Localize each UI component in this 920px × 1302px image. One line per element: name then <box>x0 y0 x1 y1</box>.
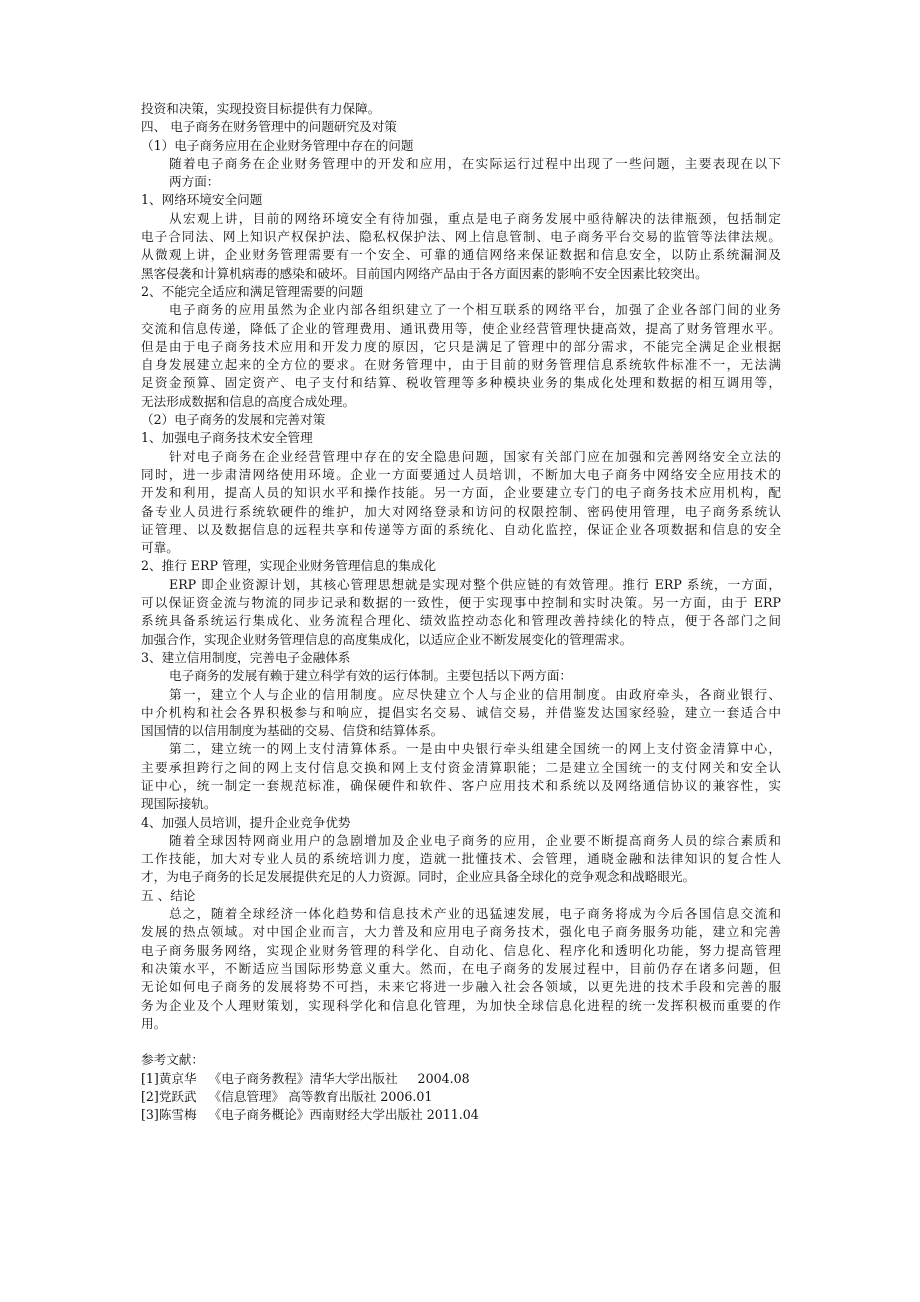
paragraph-line: 两方面： <box>169 174 220 190</box>
reference-item: [3]陈雪梅 《电子商务概论》西南财经大学出版社 2011.04 <box>141 1107 479 1123</box>
paragraph-line: 现国际接轨。 <box>141 796 217 812</box>
paragraph-line: 发展的热点领域。对中国企业而言，大力普及和应用电子商务技术，强化电子商务服务功能，建立和完善 <box>141 924 781 940</box>
paragraph-line: 开发和利用，提高人员的知识水平和操作技能。另一方面，企业要建立专门的电子商务技术应用机构，配 <box>141 485 781 501</box>
paragraph-line: 总之，随着全球经济一体化趋势和信息技术产业的迅猛速发展，电子商务将成为今后各国信息交流和 <box>169 906 781 922</box>
paragraph-line: 电子合同法、网上知识产权保护法、隐私权保护法、网上信息管制、电子商务平台交易的监管等法律法规。 <box>141 229 781 245</box>
paragraph-line: 从宏观上讲，目前的网络环境安全有待加强，重点是电子商务发展中亟待解决的法律瓶颈，包括制定 <box>169 210 781 226</box>
problem-2-heading: 2、不能完全适应和满足管理需要的问题 <box>141 283 364 299</box>
countermeasure-1-heading: 1、加强电子商务技术安全管理 <box>141 430 313 446</box>
paragraph-line: 主要承担跨行之间的网上支付信息交换和网上支付资金清算职能；二是建立全国统一的支付网关和安全认 <box>141 759 781 775</box>
paragraph-line: 电子商务服务网络，实现企业财务管理的科学化、自动化、信息化、程序化和透明化功能，努力提高管理 <box>141 942 781 958</box>
reference-item: [2]党跃武 《信息管理》 高等教育出版社 2006.01 <box>141 1089 433 1105</box>
paragraph-line: 同时，进一步肃清网络使用环境。企业一方面要通过人员培训，不断加大电子商务中网络安全应用技术的 <box>141 466 781 482</box>
paragraph-line: 加强合作，实现企业财务管理信息的高度集成化，以适应企业不断发展变化的管理需求。 <box>141 631 633 647</box>
paragraph-line: 但是由于电子商务技术应用和开发力度的原因，它只是满足了管理中的部分需求，不能完全满足企业根据 <box>141 338 781 354</box>
paragraph-line: 黑客侵袭和计算机病毒的感染和破坏。目前国内网络产品由于各方面因素的影响不安全因素比较突出。 <box>141 265 708 281</box>
paragraph-line: 证管理、以及数据信息的远程共享和传递等方面的系统化、自动化监控，保证企业各项数据和信息的安全 <box>141 521 781 537</box>
paragraph-line: 随着全球因特网商业用户的急剧增加及企业电子商务的应用，企业要不断提高商务人员的综合素质和 <box>169 832 781 848</box>
paragraph-line: 中介机构和社会各界积极参与和响应，提倡实名交易、诚信交易，并借鉴发达国家经验，建立一套适合中 <box>141 704 781 720</box>
paragraph-line: 和决策水平，不断适应当国际形势意义重大。然而，在电子商务的发展过程中，目前仍存在诸多问题，但 <box>141 960 781 976</box>
paragraph-line: 电子商务的发展有赖于建立科学有效的运行体制。主要包括以下两方面： <box>169 668 572 684</box>
section-5-heading: 五 、结论 <box>141 887 196 903</box>
countermeasure-2-heading: 2、推行 ERP 管理，实现企业财务管理信息的集成化 <box>141 558 437 574</box>
subsection-1-heading: （1）电子商务应用在企业财务管理中存在的问题 <box>141 137 414 153</box>
paragraph-line: 从微观上讲，企业财务管理需要有一个安全、可靠的通信网络来保证数据和信息安全，以防止系统漏洞及 <box>141 247 781 263</box>
paragraph-line: 无法形成数据和信息的高度合成处理。 <box>141 393 356 409</box>
countermeasure-3-heading: 3、建立信用制度，完善电子金融体系 <box>141 649 351 665</box>
paragraph-line: 才，为电子商务的长足发展提供充足的人力资源。同时，企业应具备全球化的竞争观念和战略眼光。 <box>141 869 696 885</box>
document-body <box>141 100 781 1125</box>
paragraph-line: 电子商务的应用虽然为企业内部各组织建立了一个相互联系的网络平台，加强了企业各部门间的业务 <box>169 302 781 318</box>
paragraph-line: 第一，建立个人与企业的信用制度。应尽快建立个人与企业的信用制度。由政府牵头，各商业银行、 <box>169 686 781 702</box>
paragraph-line: 随着电子商务在企业财务管理中的开发和应用，在实际运行过程中出现了一些问题，主要表现在以下 <box>169 155 781 171</box>
paragraph-line: 针对电子商务在企业经营管理中存在的安全隐患问题，国家有关部门应在加强和完善网络安全立法的 <box>169 448 781 464</box>
paragraph-line: 国国情的以信用制度为基础的交易、信贷和结算体系。 <box>141 723 444 739</box>
paragraph-line: 务为企业及个人理财策划，实现科学化和信息化管理，为加快全球信息化进程的统一发挥积极而重要的作 <box>141 997 781 1013</box>
section-4-heading: 四、 电子商务在财务管理中的问题研究及对策 <box>141 119 397 135</box>
paragraph-line: 交流和信息传递，降低了企业的管理费用、通讯费用等，使企业经营管理快捷高效，提高了财务管理水平。 <box>141 320 781 336</box>
paragraph-line: 备专业人员进行系统软硬件的维护，加大对网络登录和访问的权限控制、密码使用管理，电子商务系统认 <box>141 503 781 519</box>
spacer <box>141 1033 781 1051</box>
problem-1-heading: 1、网络环境安全问题 <box>141 192 263 208</box>
paragraph-line: 可靠。 <box>141 540 179 556</box>
intro-closing-line: 投资和决策，实现投资目标提供有力保障。 <box>141 101 381 116</box>
countermeasure-4-heading: 4、加强人员培训，提升企业竞争优势 <box>141 814 351 830</box>
paragraph-line: 证中心，统一制定一套规范标准，确保硬件和软件、客户应用技术和系统以及网络通信协议的兼容性，实 <box>141 777 781 793</box>
paragraph-line: 自身发展建立起来的全方位的要求。在财务管理中，由于目前的财务管理信息系统软件标准不一，无法满 <box>141 357 781 373</box>
paragraph-line: 系统具备系统运行集成化、业务流程合理化、绩效监控动态化和管理改善持续化的特点，便于各部门之间 <box>141 613 781 629</box>
paragraph-line: 工作技能，加大对专业人员的系统培训力度，造就一批懂技术、会管理，通晓金融和法律知识的复合性人 <box>141 851 781 867</box>
paragraph-line: 可以保证资金流与物流的同步记录和数据的一致性，便于实现事中控制和实时决策。另一方面，由于 ERP <box>141 595 781 611</box>
paragraph-line: 用。 <box>141 1015 167 1031</box>
paragraph-line: 足资金预算、固定资产、电子支付和结算、税收管理等多种模块业务的集成化处理和数据的相互调用等， <box>141 375 781 391</box>
paragraph-line: 第二，建立统一的网上支付清算体系。一是由中央银行牵头组建全国统一的网上支付资金清算中心， <box>169 741 781 757</box>
paragraph-line: 无论如何电子商务的发展将势不可挡，未来它将进一步融入社会各领域，以更先进的技术手段和完善的服 <box>141 979 781 995</box>
reference-item: [1]黄京华 《电子商务教程》清华大学出版社 2004.08 <box>141 1070 470 1086</box>
paragraph-line: ERP 即企业资源计划，其核心管理思想就是实现对整个供应链的有效管理。推行 ERP 系统，一方面， <box>169 576 781 592</box>
subsection-2-heading: （2）电子商务的发展和完善对策 <box>141 412 326 428</box>
references-heading: 参考文献： <box>141 1052 204 1068</box>
